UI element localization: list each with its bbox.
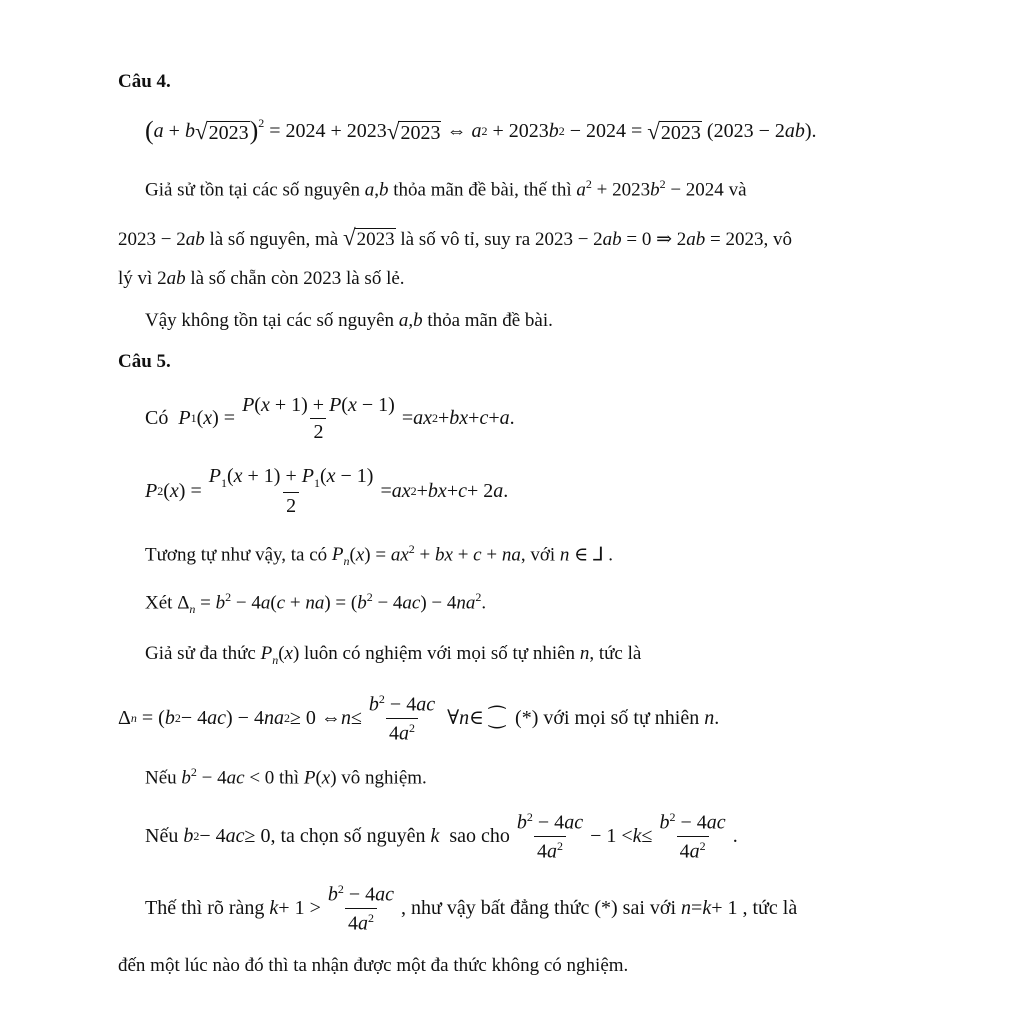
- cau5-line-final: đến một lúc nào đó thì ta nhận được một đa thức không có nghiệm.: [118, 955, 629, 976]
- cau5-equation-p1: Có P 1 ( x ) = $\frac{P(x + 1) + P(x - 1)}{2}$ = ax 2 + bx + c + a .: [145, 393, 515, 443]
- cau4-paragraph-4: Vậy không tồn tại các số nguyên a,b thỏa mãn đề bài.: [145, 310, 553, 331]
- cau4-paragraph-1: Giả sử tồn tại các số nguyên a,b thỏa mãn đề bài, thế thì $a^2 + 2023b^2 - 2024$ và: [145, 177, 747, 201]
- cau4-heading: Câu 4.: [118, 71, 171, 92]
- cau5-line-case-negative: Nếu $b^2 - 4ac < 0$ thì P(x) vô nghiệm.: [145, 765, 427, 789]
- cau5-equation-p2: P 2 ( x ) = $\frac{P_1(x + 1) + P_1(x - 1)}{2}$ = ax 2 + bx + c + 2 a .: [145, 465, 509, 517]
- cau4-paragraph-3: lý vì 2ab là số chẵn còn 2023 là số lẻ.: [118, 268, 405, 289]
- cau5-line-pn: Tương tự như vậy, ta có $P_n(x) = ax^2$ + bx + c + na, với n ∈ ⅃ .: [145, 542, 614, 569]
- cau4-paragraph-2: 2023 − 2ab là số nguyên, mà √ 2023 là số vô tỉ, suy ra 2023 − 2ab = 0 ⇒ 2ab = 2023, vô: [118, 225, 793, 250]
- cau5-line-assume: Giả sử đa thức $P_n(x)$ luôn có nghiệm với mọi số tự nhiên n, tức là: [145, 643, 642, 667]
- cau5-line-conclusion: Thế thì rõ ràng k + 1 > $\frac{b^2 - 4ac}{4a^2}$ , như vậy bất đẳng thức (*) sai với n = k + 1 , tức là: [145, 881, 798, 935]
- cau5-line-delta: Xét $\Delta_n = b^2 - 4a(c + na) = (b^2 - 4ac) - 4na^2$.: [145, 590, 487, 617]
- cau4-equation-1: ( a + b √ 2023 ) $^2$ = 2024 + 2023 √ 2023 ⇔ a 2 + 2023 b 2 − 2024 = √ 2023 (2023 − 2 ab ).: [145, 116, 817, 145]
- cau5-line-case-nonnegative: Nếu b 2 − 4 ac ≥ 0 , ta chọn số nguyên k sao cho $\frac{b^2 - 4ac}{4a^2}$ − 1 < k ≤ $\frac{b^2 - 4ac}{4a^2}$ .: [145, 809, 738, 863]
- cau5-heading: Câu 5.: [118, 351, 171, 372]
- cau5-inequality-star: Δ n = ( b 2 − 4 ac ) − 4 na 2 ≥ 0 ⇔ n ≤ $\frac{b^2 - 4ac}{4a^2}$ ∀ n ∈ ⁐ (*) với mọi số tự nhiên n .: [118, 691, 720, 745]
